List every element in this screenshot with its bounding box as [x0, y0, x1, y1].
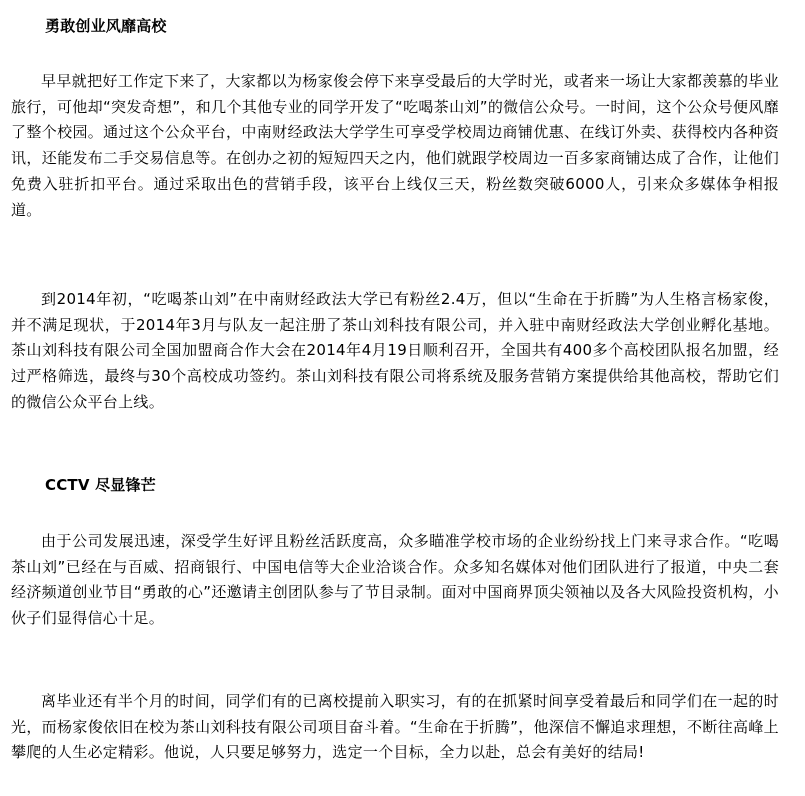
paragraph-1: 早早就把好工作定下来了，大家都以为杨家俊会停下来享受最后的大学时光，或者来一场让大家都羡慕的毕业旅行，可他却“突发奇想”，和几个其他专业的同学开发了“吃喝茶山刘”的微信公众号。一时间，这个公众号便风靡了整个校园。通过这个公众平台，中南财经政法大学学生可享受学校周边商铺优惠、在线订外卖、获得校内各种资讯，还能发布二手交易信息等。在创办之初的短短四天之内，他们就跟学校周边一百多家商铺达成了合作，让他们免费入驻折扣平台。通过采取出色的营销手段，该平台上线仅三天，粉丝数突破6000人，引来众多媒体争相报道。 — [11, 72, 779, 219]
paragraph-2: 到2014年初，“吃喝茶山刘”在中南财经政法大学已有粉丝2.4万，但以“生命在于折腾”为人生格言杨家俊，并不满足现状，于2014年3月与队友一起注册了茶山刘科技有限公司，并入驻中南财经政法大学创业孵化基地。茶山刘科技有限公司全国加盟商合作大会在2014年4月19日顺利召开，全国共有400多个高校团队报名加盟，经过严格筛选，最终与30个高校成功签约。茶山刘科技有限公司将系统及服务营销方案提供给其他高校，帮助它们的微信公众平台上线。 — [11, 290, 779, 411]
paragraph-3: 由于公司发展迅速，深受学生好评且粉丝活跃度高，众多瞄准学校市场的企业纷纷找上门来寻求合作。“吃喝茶山刘”已经在与百威、招商银行、中国电信等大企业洽谈合作。众多知名媒体对他们团队进行了报道，中央二套经济频道创业节目“勇敢的心”还邀请主创团队参与了节目录制。面对中国商界顶尖领袖以及各大风险投资机构，小伙子们显得信心十足。 — [11, 532, 779, 628]
section-heading-entrepreneurship: 勇敢创业风靡高校 — [45, 17, 167, 35]
section-heading-cctv: CCTV 尽显锋芒 — [45, 476, 156, 494]
paragraph-4: 离毕业还有半个月的时间，同学们有的已离校提前入职实习，有的在抓紧时间享受着最后和同学们在一起的时光，而杨家俊依旧在校为茶山刘科技有限公司项目奋斗着。“生命在于折腾”，他深信不懈追求理想，不断往高峰上攀爬的人生必定精彩。他说，人只要足够努力，选定一个目标，全力以赴，总会有美好的结局! — [11, 692, 779, 762]
